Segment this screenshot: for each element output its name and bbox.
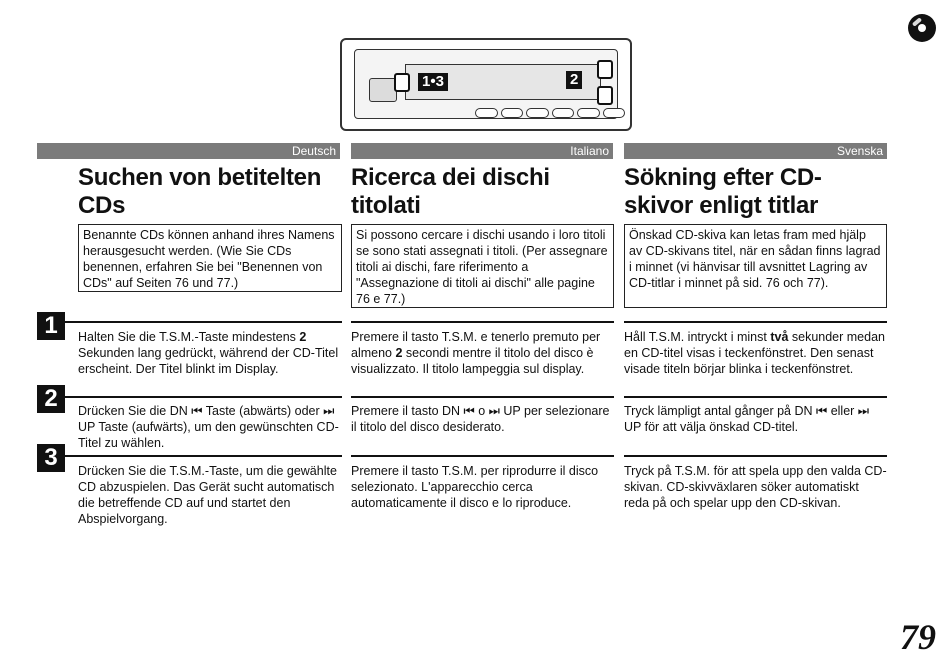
rule-step1-svenska (624, 321, 887, 323)
rule-step2-italiano (351, 396, 614, 398)
up-button-marker (597, 60, 613, 79)
step3-text-italiano: Premere il tasto T.S.M. per riprodurre il disco selezionato. L'apparecchio cerca automaticamente il disco e lo riproduce. (351, 464, 599, 510)
heading-italiano: Ricerca dei dischi titolati (351, 164, 550, 219)
step1-text-deutsch: Halten Sie die T.S.M.-Taste mindestens 2 Sekunden lang gedrückt, während der CD-Titel erscheint. Der Titel blinkt im Display. (78, 330, 339, 376)
step3-text-svenska: Tryck på T.S.M. för att spela upp den valda CD-skivan. CD-skivväxlaren söker automatiskt reda på och spelar upp den CD-skivan. (624, 464, 887, 510)
page-number: 79 (900, 617, 936, 657)
callout-2: 2 (566, 71, 582, 89)
heading-deutsch: Suchen von betitelten CDs (78, 164, 322, 219)
intro-svenska: Önskad CD-skiva kan letas fram med hjälp av CD-skivans titel, när en sådan finns lagrad i minnet (vi hänvisar till avsnittet Lagring av CD-titlar i minnet på sid. 76 och 77). (624, 224, 887, 308)
rule-step3-deutsch (65, 455, 342, 457)
car-stereo-illustration (340, 38, 632, 131)
rule-step1-italiano (351, 321, 614, 323)
tsm-button-marker (394, 73, 410, 92)
step1-text-svenska: Håll T.S.M. intryckt i minst två sekunder medan en CD-titel visas i teckenfönstret. Den senast visade titeln börjar blinka i teckenfönstret. (624, 330, 885, 376)
rule-step3-italiano (351, 455, 614, 457)
rule-step3-svenska (624, 455, 887, 457)
step3-text-deutsch: Drücken Sie die T.S.M.-Taste, um die gewählte CD abzuspielen. Das Gerät sucht automatisch die betreffende CD auf und startet den Abspielvorgang. (78, 464, 337, 526)
step1-text-italiano: Premere il tasto T.S.M. e tenerlo premuto per almeno 2 secondi mentre il titolo del disco è visualizzato. Il titolo lampeggia sul display. (351, 330, 601, 376)
heading-svenska: Sökning efter CD-skivor enligt titlar (624, 164, 822, 219)
callout-1-3: 1•3 (418, 73, 448, 91)
preset-buttons (475, 108, 625, 118)
lang-bar-svenska: Svenska (624, 143, 887, 159)
lang-bar-deutsch: Deutsch (37, 143, 340, 159)
eject-area (369, 78, 397, 102)
step2-text-svenska: Tryck lämpligt antal gånger på DN ⏮ eller ⏭ UP för att välja önskad CD-titel. (624, 404, 870, 434)
step2-text-deutsch: Drücken Sie die DN ⏮ Taste (abwärts) oder ⏭ UP Taste (aufwärts), um den gewünschten CD-Titel zu wählen. (78, 404, 339, 450)
intro-deutsch: Benannte CDs können anhand ihres Namens herausgesucht werden. (Wie Sie CDs benennen, erfahren Sie bei "Benennen von CDs" auf Seiten 76 und 77.) (78, 224, 342, 292)
step-number-1: 1 (37, 312, 65, 340)
step-number-2: 2 (37, 385, 65, 413)
rule-step1-deutsch (65, 321, 342, 323)
rule-step2-deutsch (65, 396, 342, 398)
lang-bar-italiano: Italiano (351, 143, 613, 159)
step-number-3: 3 (37, 444, 65, 472)
step2-text-italiano: Premere il tasto DN ⏮ o ⏭ UP per selezionare il titolo del disco desiderato. (351, 404, 610, 434)
cd-disc-icon (908, 14, 936, 42)
rule-step2-svenska (624, 396, 887, 398)
intro-italiano: Si possono cercare i dischi usando i loro titoli se sono stati assegnati i titoli. (Per assegnare titoli ai dischi, fare riferimento a "Assegnazione di titoli ai dischi" alle pagine 76 e 77.) (351, 224, 614, 308)
dn-button-marker (597, 86, 613, 105)
